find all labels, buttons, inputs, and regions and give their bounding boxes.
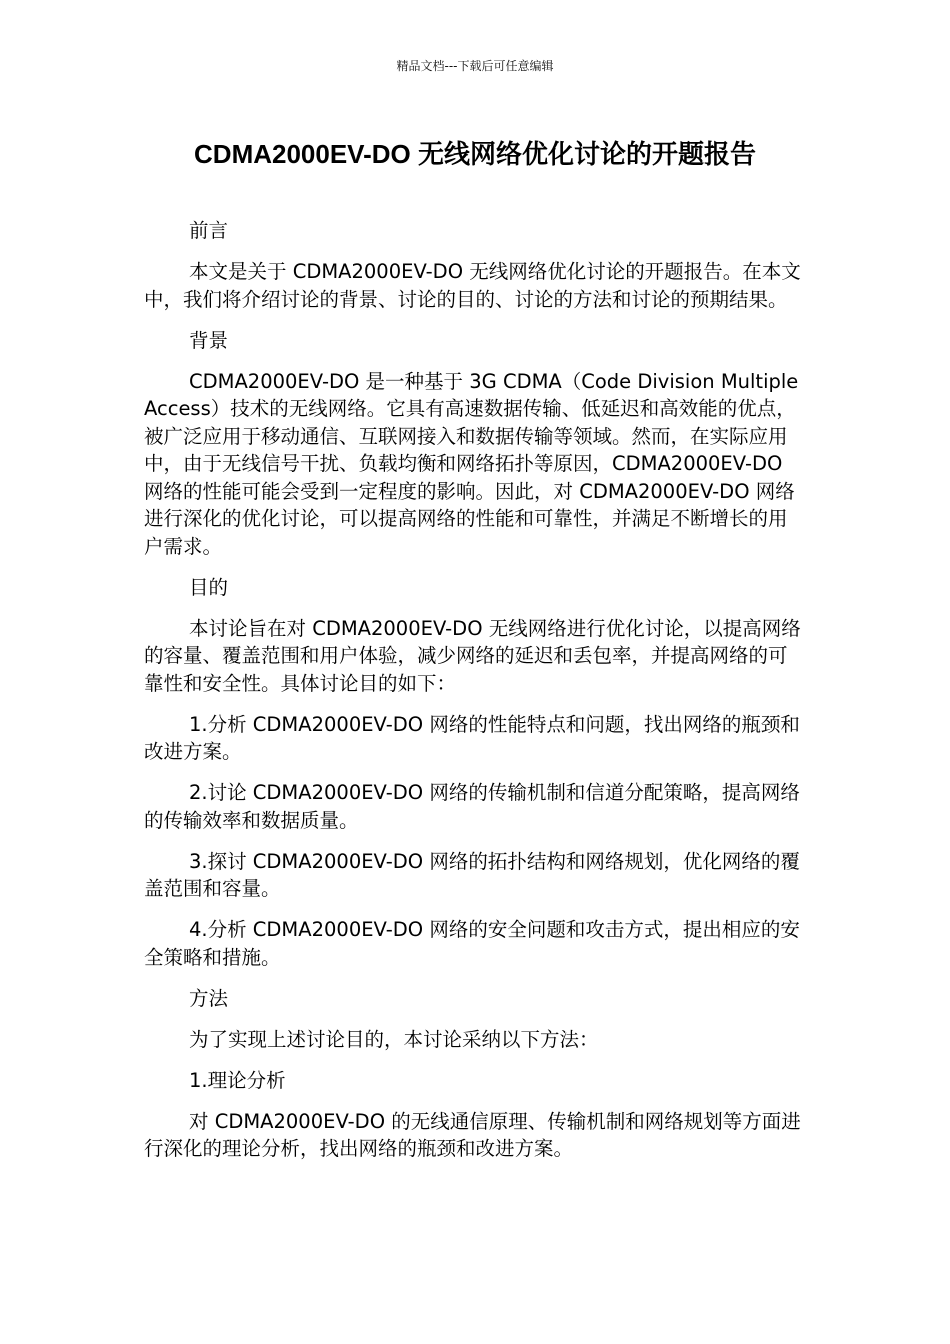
method-item-1-text: 对 CDMA2000EV-DO 的无线通信原理、传输机制和网络规划等方面进行深化的理论分析，找出网络的瓶颈和改进方案。	[144, 1109, 801, 1160]
paragraph-purpose: 本讨论旨在对 CDMA2000EV-DO 无线网络进行优化讨论，以提高网络的容量、覆盖范围和用户体验，减少网络的延迟和丢包率，并提高网络的可靠性和安全性。具体讨论目的如下：	[144, 616, 801, 695]
document-body	[144, 217, 804, 1176]
method-item-1-heading: 1.理论分析	[189, 1068, 286, 1092]
paragraph-background: CDMA2000EV-DO 是一种基于 3G CDMA（Code Division Multiple Access）技术的无线网络。它具有高速数据传输、低延迟和高效能的优点，被广泛应用于移动通信、互联网接入和数据传输等领域。然而，在实际应用中，由于无线信号干扰、负载均衡和网络拓扑等原因，CDMA2000EV-DO 网络的性能可能会受到一定程度的影响。因此，对 CDMA2000EV-DO 网络进行深化的优化讨论，可以提高网络的性能和可靠性，并满足不断增长的用户需求。	[144, 369, 799, 558]
section-heading-background: 背景	[189, 328, 229, 352]
purpose-item-2: 2.讨论 CDMA2000EV-DO 网络的传输机制和信道分配策略，提高网络的传输效率和数据质量。	[144, 781, 800, 832]
page-header: 精品文档---下载后可任意编辑	[396, 59, 554, 73]
section-heading-preface: 前言	[189, 219, 229, 242]
purpose-item-1: 1.分析 CDMA2000EV-DO 网络的性能特点和问题，找出网络的瓶颈和改进方案。	[144, 712, 800, 763]
document-title: CDMA2000EV-DO 无线网络优化讨论的开题报告	[194, 139, 756, 169]
purpose-item-4: 4.分析 CDMA2000EV-DO 网络的安全问题和攻击方式，提出相应的安全策略和措施。	[144, 918, 800, 969]
paragraph-intro: 本文是关于 CDMA2000EV-DO 无线网络优化讨论的开题报告。在本文中，我们将介绍讨论的背景、讨论的目的、讨论的方法和讨论的预期结果。	[144, 260, 801, 311]
paragraph-method: 为了实现上述讨论目的，本讨论采纳以下方法：	[189, 1027, 599, 1051]
section-heading-purpose: 目的	[189, 575, 229, 599]
section-heading-method: 方法	[189, 986, 229, 1010]
purpose-item-3: 3.探讨 CDMA2000EV-DO 网络的拓扑结构和网络规划，优化网络的覆盖范围和容量。	[144, 849, 800, 900]
